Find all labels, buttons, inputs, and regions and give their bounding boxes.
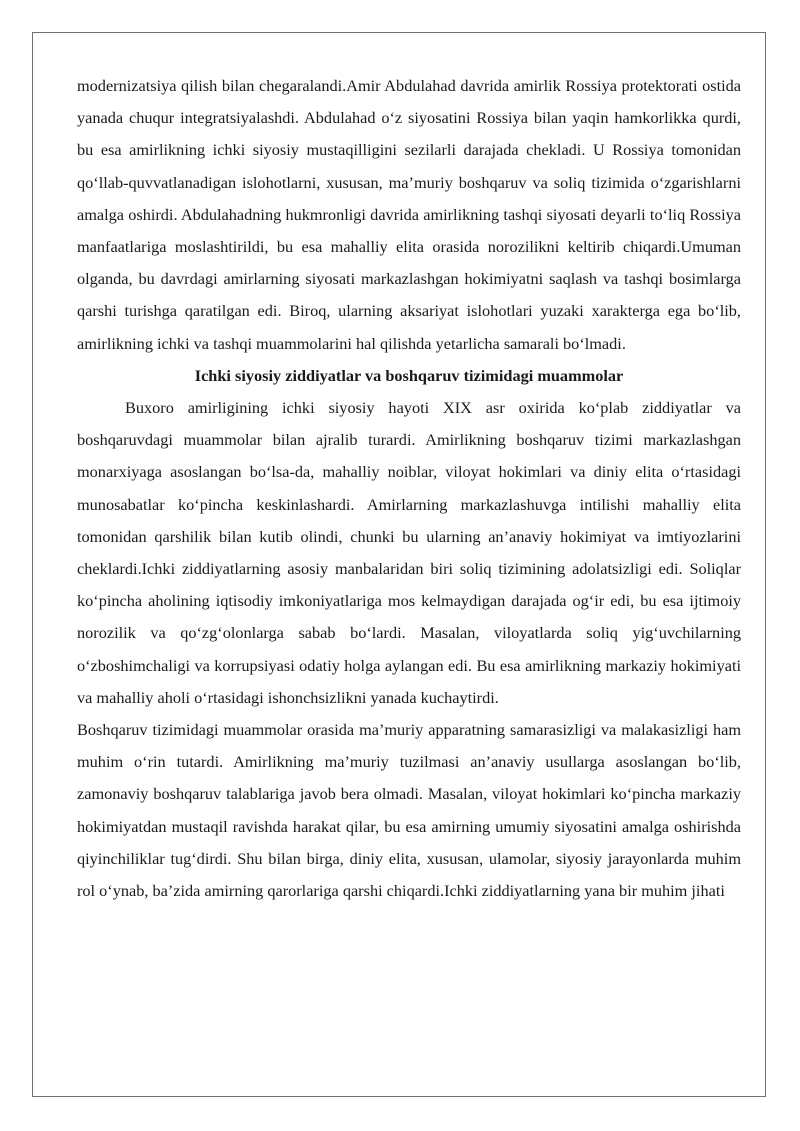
section-heading: Ichki siyosiy ziddiyatlar va boshqaruv tizimidagi muammolar <box>194 365 624 385</box>
paragraph-continued: modernizatsiya qilish bilan chegaralandi.Amir Abdulahad davrida amirlik Rossiya protektorati ostida yanada chuqur integratsiyalashdi. Abdulahad o‘z siyosatini Rossiya bilan yaqin hamkorlikka qurdi, bu esa amirlikning ichki siyosiy mustaqilligini sezilarli darajada chekladi. U Rossiya tomonidan qo‘llab-quvvatlanadigan islohotlarni, xususan, ma’muriy boshqaruv va soliq tizimida o‘zgarishlarni amalga oshirdi. Abdulahadning hukmronligi davrida amirlikning tashqi siyosati deyarli to‘liq Rossiya manfaatlariga moslashtirildi, bu esa mahalliy elita orasida norozilikni keltirib chiqardi.Umuman olganda, bu davrdagi amirlarning siyosati markazlashgan hokimiyatni saqlash va tashqi bosimlarga qarshi turishga qaratilgan edi. Biroq, ularning aksariyat islohotlari yuzaki xarakterga ega bo‘lib, amirlikning ichki va tashqi muammolarini hal qilishda yetarlicha samarali bo‘lmadi. <box>77 76 741 353</box>
paragraph-intro: Buxoro amirligining ichki siyosiy hayoti XIX asr oxirida ko‘plab ziddiyatlar va boshqaruvdagi muammolar bilan ajralib turardi. Amirlikning boshqaruv tizimi markazlashgan monarxiyaga asoslangan bo‘lsa-da, mahalliy noiblar, viloyat hokimlari va diniy elita o‘rtasidagi munosabatlar ko‘pincha keskinlashardi. Amirlarning markazlashuvga intilishi mahalliy elita tomonidan qarshilik bilan kutib olindi, chunki bu ularning an’anaviy hokimiyat va imtiyozlarini cheklardi.Ichki ziddiyatlarning asosiy manbalaridan biri soliq tizimining adolatsizligi edi. Soliqlar ko‘pincha aholining iqtisodiy imkoniyatlariga mos kelmaydigan darajada og‘ir edi, bu esa ijtimoiy norozilik va qo‘zg‘olonlarga sabab bo‘lardi. Masalan, viloyatlarda soliq yig‘uvchilarning o‘zboshimchaligi va korrupsiyasi odatiy holga aylangan edi. Bu esa amirlikning markaziy hokimiyati va mahalliy aholi o‘rtasidagi ishonchsizlikni yanada kuchaytirdi. <box>77 398 741 707</box>
document-body <box>77 70 741 907</box>
paragraph-governance: Boshqaruv tizimidagi muammolar orasida ma’muriy apparatning samarasizligi va malakasizligi ham muhim o‘rin tutardi. Amirlikning ma’muriy tuzilmasi an’anaviy usullarga asoslangan bo‘lib, zamonaviy boshqaruv talablariga javob bera olmadi. Masalan, viloyat hokimlari ko‘pincha markaziy hokimiyatdan mustaqil ravishda harakat qilar, bu esa amirning umumiy siyosatini amalga oshirishda qiyinchiliklar tug‘dirdi. Shu bilan birga, diniy elita, xususan, ulamolar, siyosiy jarayonlarda muhim rol o‘ynab, ba’zida amirning qarorlariga qarshi chiqardi.Ichki ziddiyatlarning yana bir muhim jihati <box>77 720 741 901</box>
